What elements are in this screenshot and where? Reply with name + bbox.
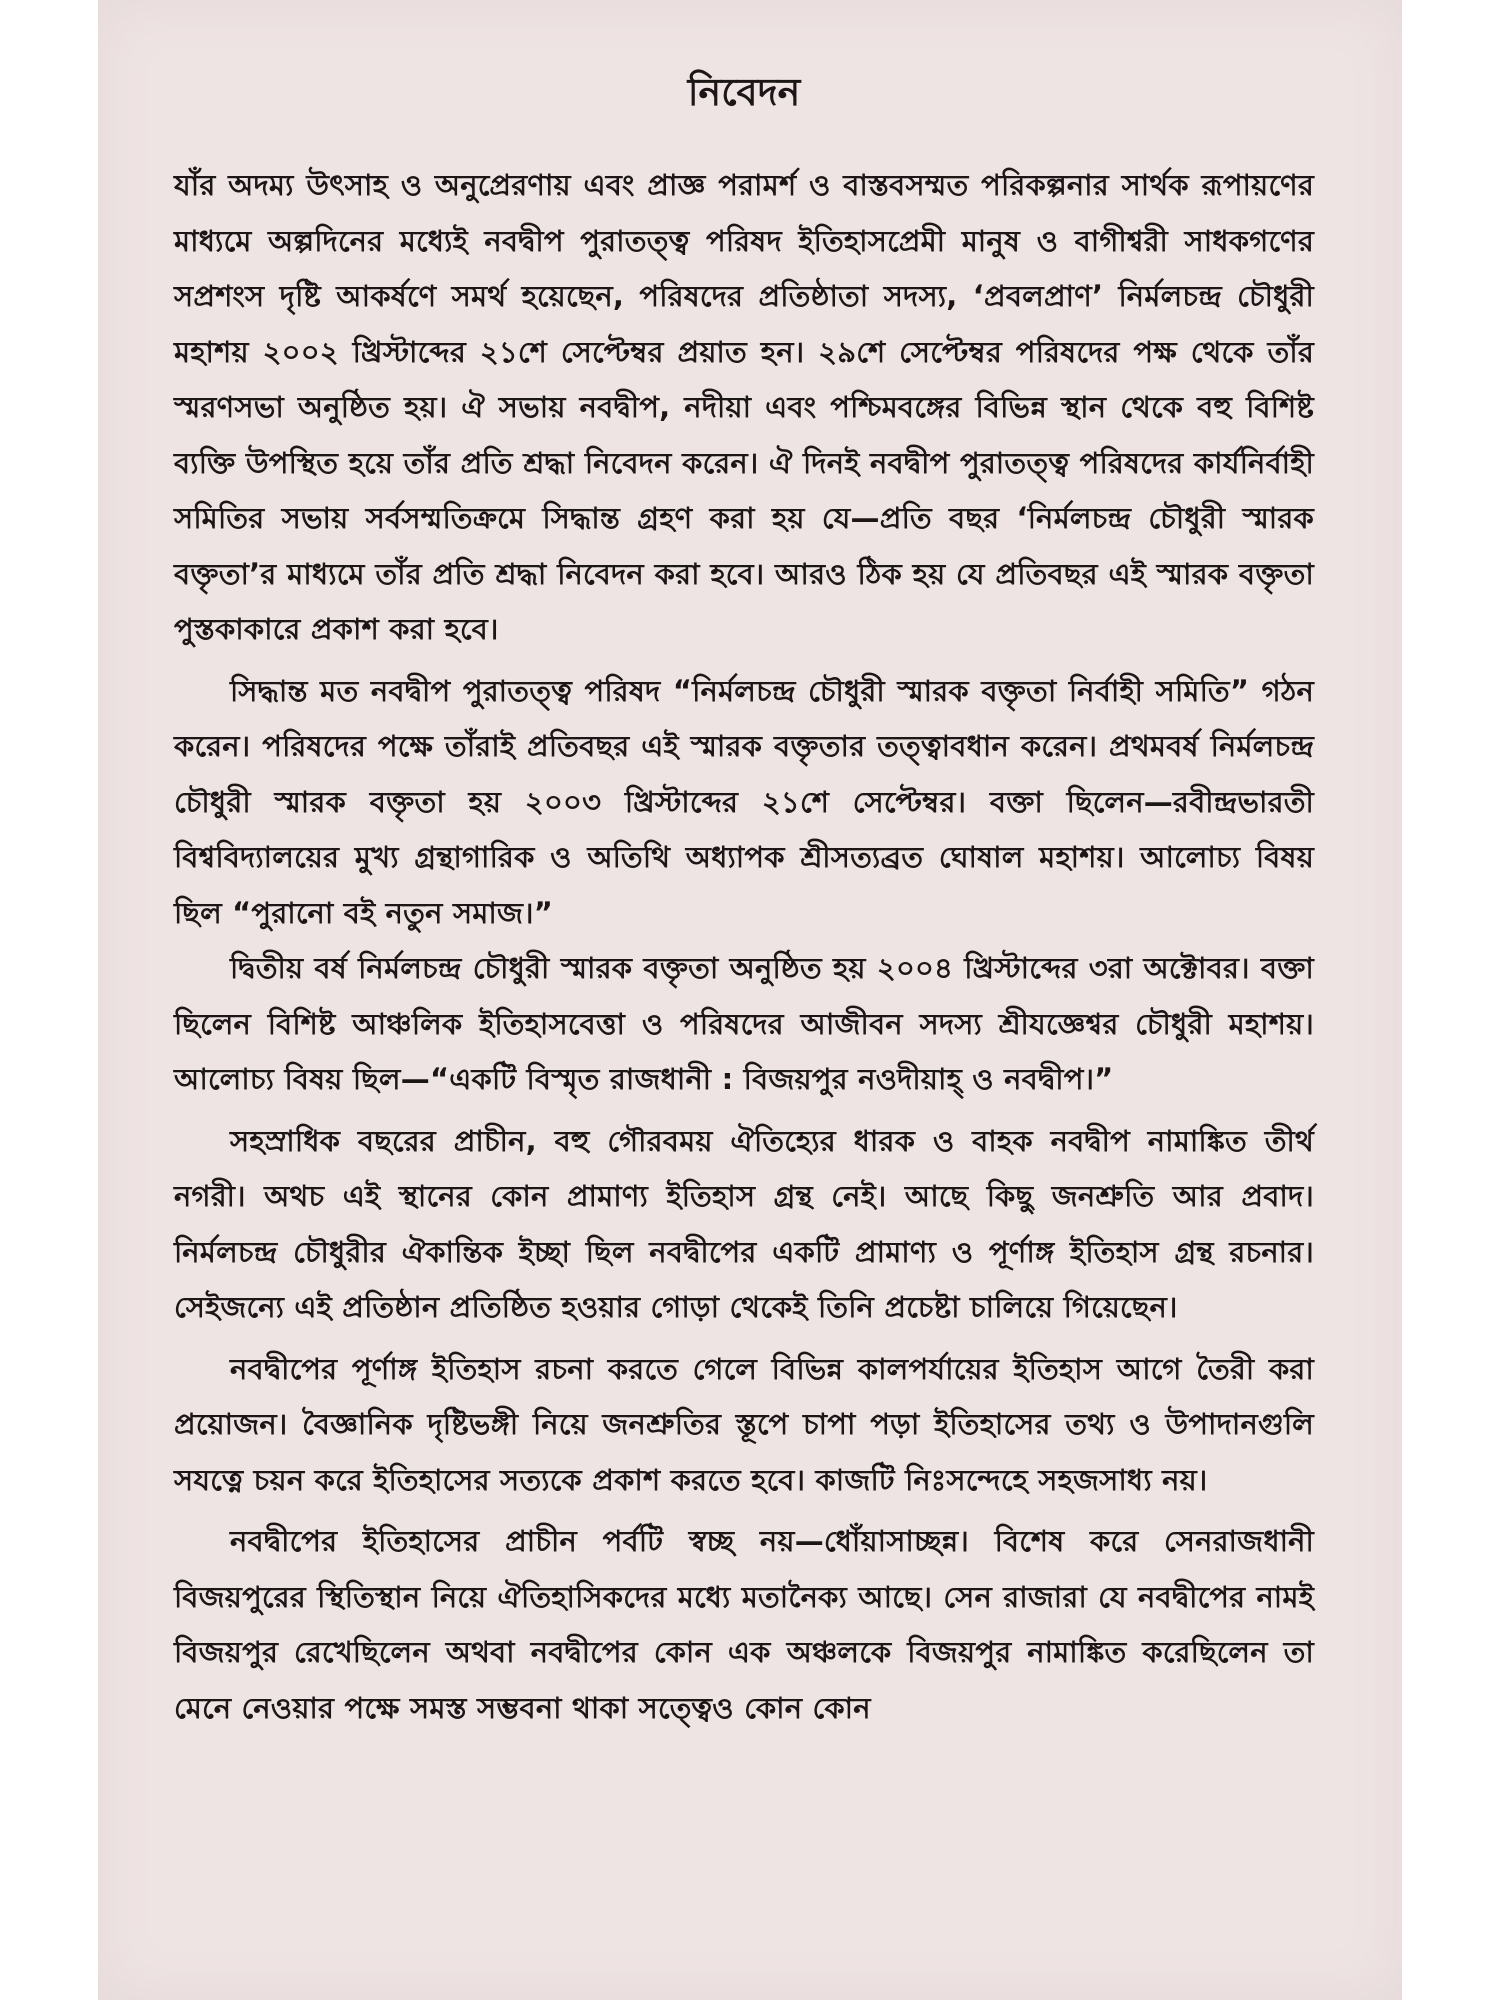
- paragraph-5: নবদ্বীপের পূর্ণাঙ্গ ইতিহাস রচনা করতে গেলে বিভিন্ন কালপর্যায়ের ইতিহাস আগে তৈরী করা প্রয়োজন। বৈজ্ঞানিক দৃষ্টিভঙ্গী নিয়ে জনশ্রুতির স্তূপে চাপা পড়া ইতিহাসের তথ্য ও উপাদানগুলি সযত্নে চয়ন করে ইতিহাসের সত্যকে প্রকাশ করতে হবে। কাজটি নিঃসন্দেহে সহজসাধ্য নয়।: [174, 1351, 1314, 1497]
- paragraph-2: সিদ্ধান্ত মত নবদ্বীপ পুরাতত্ত্ব পরিষদ “নির্মলচন্দ্র চৌধুরী স্মারক বক্তৃতা নির্বাহী সমিতি” গঠন করেন। পরিষদের পক্ষে তাঁরাই প্রতিবছর এই স্মারক বক্তৃতার তত্ত্বাবধান করেন। প্রথমবর্ষ নির্মলচন্দ্র চৌধুরী স্মারক বক্তৃতা হয় ২০০৩ খ্রিস্টাব্দের ২১শে সেপ্টেম্বর। বক্তা ছিলেন—রবীন্দ্রভারতী বিশ্ববিদ্যালয়ের মুখ্য গ্রন্থাগারিক ও অতিথি অধ্যাপক শ্রীসত্যব্রত ঘোষাল মহাশয়। আলোচ্য বিষয় ছিল “পুরানো বই নতুন সমাজ।”: [174, 673, 1314, 930]
- paragraph-3: দ্বিতীয় বর্ষ নির্মলচন্দ্র চৌধুরী স্মারক বক্তৃতা অনুষ্ঠিত হয় ২০০৪ খ্রিস্টাব্দের ৩রা অক্টোবর। বক্তা ছিলেন বিশিষ্ট আঞ্চলিক ইতিহাসবেত্তা ও পরিষদের আজীবন সদস্য শ্রীযজ্ঞেশ্বর চৌধুরী মহাশয়। আলোচ্য বিষয় ছিল—“একটি বিস্মৃত রাজধানী : বিজয়পুর নওদীয়াহ্ ও নবদ্বীপ।”: [174, 951, 1314, 1096]
- paragraph-1: যাঁর অদম্য উৎসাহ ও অনুপ্রেরণায় এবং প্রাজ্ঞ পরামর্শ ও বাস্তবসম্মত পরিকল্পনার সার্থক রূপায়ণের মাধ্যমে অল্পদিনের মধ্যেই নবদ্বীপ পুরাতত্ত্ব পরিষদ ইতিহাসপ্রেমী মানুষ ও বাগীশ্বরী সাধকগণের সপ্রশংস দৃষ্টি আকর্ষণে সমর্থ হয়েছেন, পরিষদের প্রতিষ্ঠাতা সদস্য, ‘প্রবলপ্রাণ’ নির্মলচন্দ্র চৌধুরী মহাশয় ২০০২ খ্রিস্টাব্দের ২১শে সেপ্টেম্বর প্রয়াত হন। ২৯শে সেপ্টেম্বর পরিষদের পক্ষ থেকে তাঁর স্মরণসভা অনুষ্ঠিত হয়। ঐ সভায় নবদ্বীপ, নদীয়া এবং পশ্চিমবঙ্গের বিভিন্ন স্থান থেকে বহু বিশিষ্ট ব্যক্তি উপস্থিত হয়ে তাঁর প্রতি শ্রদ্ধা নিবেদন করেন। ঐ দিনই নবদ্বীপ পুরাতত্ত্ব পরিষদের কার্যনির্বাহী সমিতির সভায় সর্বসম্মতিক্রমে সিদ্ধান্ত গ্রহণ করা হয় যে—প্রতি বছর ‘নির্মলচন্দ্র চৌধুরী স্মারক বক্তৃতা’র মাধ্যমে তাঁর প্রতি শ্রদ্ধা নিবেদন করা হবে। আরও ঠিক হয় যে প্রতিবছর এই স্মারক বক্তৃতা পুস্তকাকারে প্রকাশ করা হবে।: [174, 168, 1314, 646]
- paragraph-4: সহস্রাধিক বছরের প্রাচীন, বহু গৌরবময় ঐতিহ্যের ধারক ও বাহক নবদ্বীপ নামাঙ্কিত তীর্থ নগরী। অথচ এই স্থানের কোন প্রামাণ্য ইতিহাস গ্রন্থ নেই। আছে কিছু জনশ্রুতি আর প্রবাদ। নির্মলচন্দ্র চৌধুরীর ঐকান্তিক ইচ্ছা ছিল নবদ্বীপের একটি প্রামাণ্য ও পূর্ণাঙ্গ ইতিহাস গ্রন্থ রচনার। সেইজন্যে এই প্রতিষ্ঠান প্রতিষ্ঠিত হওয়ার গোড়া থেকেই তিনি প্রচেষ্টা চালিয়ে গিয়েছেন।: [174, 1123, 1314, 1324]
- document-page: [174, 64, 1314, 1736]
- paragraph-6: নবদ্বীপের ইতিহাসের প্রাচীন পর্বটি স্বচ্ছ নয়—ধোঁয়াসাচ্ছন্ন। বিশেষ করে সেনরাজধানী বিজয়পুরের স্থিতিস্থান নিয়ে ঐতিহাসিকদের মধ্যে মতানৈক্য আছে। সেন রাজারা যে নবদ্বীপের নামই বিজয়পুর রেখেছিলেন অথবা নবদ্বীপের কোন এক অঞ্চলকে বিজয়পুর নামাঙ্কিত করেছিলেন তা মেনে নেওয়ার পক্ষে সমস্ত সম্ভবনা থাকা সত্ত্বেও কোন কোন: [174, 1524, 1314, 1725]
- page-title: নিবেদন: [687, 70, 801, 114]
